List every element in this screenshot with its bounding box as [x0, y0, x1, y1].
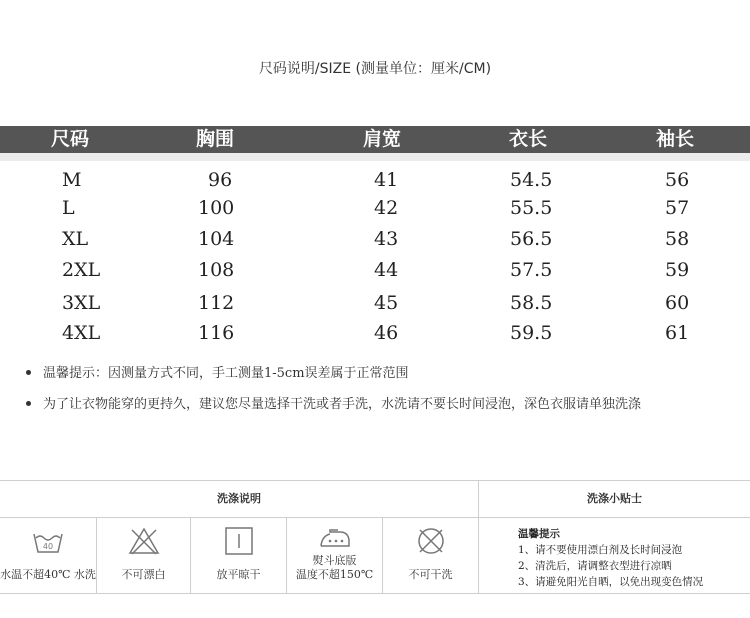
care-label: 熨斗底版 — [312, 554, 357, 567]
bullet-icon — [26, 370, 31, 375]
cell-chest: 108 — [198, 259, 235, 281]
cell-size: XL — [62, 228, 89, 250]
header-shadow — [0, 153, 750, 161]
care-symbol-wash — [0, 518, 96, 593]
care-label: 水温不超40℃ 水洗 — [0, 568, 96, 581]
washing-tips-title: 洗涤小贴士 — [587, 492, 642, 505]
care-symbol-no-dry-clean — [383, 518, 478, 593]
care-symbol-dry-flat — [191, 518, 286, 593]
no-bleach-icon — [127, 526, 161, 556]
note-text: 温馨提示：因测量方式不同，手工测量1-5cm误差属于正常范围 — [43, 366, 409, 381]
care-label: 不可漂白 — [121, 568, 166, 581]
cell-length: 57.5 — [510, 259, 553, 281]
cell-length: 54.5 — [510, 169, 553, 191]
header-size: 尺码 — [50, 128, 89, 150]
care-label: 温度不超150℃ — [295, 568, 374, 581]
note-item — [26, 393, 641, 412]
header-sleeve: 袖长 — [655, 128, 694, 150]
cell-shoulder: 45 — [374, 292, 399, 314]
washing-instructions-title: 洗涤说明 — [217, 492, 261, 505]
cell-chest: 104 — [198, 228, 235, 250]
cell-shoulder: 46 — [374, 322, 399, 344]
bullet-icon — [26, 401, 31, 406]
page-title: 尺码说明/SIZE (测量单位：厘米/CM) — [258, 61, 492, 77]
cell-sleeve: 57 — [665, 197, 690, 219]
care-label: 放平晾干 — [216, 568, 261, 581]
cell-length: 58.5 — [510, 292, 553, 314]
cell-length: 59.5 — [510, 322, 553, 344]
cell-sleeve: 60 — [665, 292, 690, 314]
no-dry-clean-icon — [414, 526, 448, 556]
dry-flat-icon — [222, 526, 256, 556]
cell-length: 55.5 — [510, 197, 553, 219]
cell-length: 56.5 — [510, 228, 553, 250]
svg-text:40: 40 — [42, 542, 54, 551]
table-row — [0, 193, 750, 223]
header-chest: 胸围 — [195, 128, 234, 150]
cell-sleeve: 61 — [665, 322, 690, 344]
table-row — [0, 318, 750, 348]
wash-40-icon — [31, 526, 65, 556]
table-row — [0, 255, 750, 285]
cell-sleeve: 58 — [665, 228, 690, 250]
tip-item: 2、清洗后，请调整衣型进行凉晒 — [518, 560, 672, 572]
cell-shoulder: 43 — [374, 228, 399, 250]
cell-size: 4XL — [62, 322, 101, 344]
cell-size: 2XL — [62, 259, 101, 281]
cell-sleeve: 56 — [665, 169, 690, 191]
size-table-header — [0, 126, 750, 153]
tip-item: 3、请避免阳光自晒，以免出现变色情况 — [518, 576, 704, 588]
care-section — [0, 480, 750, 594]
cell-shoulder: 42 — [374, 197, 399, 219]
header-shoulder: 肩宽 — [362, 128, 401, 150]
cell-size: 3XL — [62, 292, 101, 314]
note-text: 为了让衣物能穿的更持久，建议您尽量选择干洗或者手洗，水洗请不要长时间浸泡，深色衣服请单独洗涤 — [43, 397, 642, 412]
header-length: 衣长 — [508, 128, 547, 150]
care-symbol-iron — [287, 518, 382, 593]
washing-tips — [518, 526, 703, 590]
cell-sleeve: 59 — [665, 259, 690, 281]
table-row — [0, 288, 750, 318]
cell-shoulder: 44 — [374, 259, 399, 281]
table-row — [0, 165, 750, 195]
tip-item: 1、请不要使用漂白剂及长时间浸泡 — [518, 544, 683, 556]
note-item — [26, 362, 409, 381]
care-symbol-no-bleach — [97, 518, 190, 593]
cell-chest: 100 — [198, 197, 235, 219]
cell-shoulder: 41 — [374, 169, 399, 191]
cell-chest: 96 — [208, 169, 233, 191]
tips-heading: 温馨提示 — [518, 528, 560, 540]
iron-150-icon — [318, 526, 352, 550]
cell-chest: 116 — [198, 322, 235, 344]
cell-chest: 112 — [198, 292, 235, 314]
table-row — [0, 224, 750, 254]
cell-size: L — [62, 197, 75, 219]
care-label: 不可干洗 — [408, 568, 453, 581]
cell-size: M — [62, 169, 82, 191]
